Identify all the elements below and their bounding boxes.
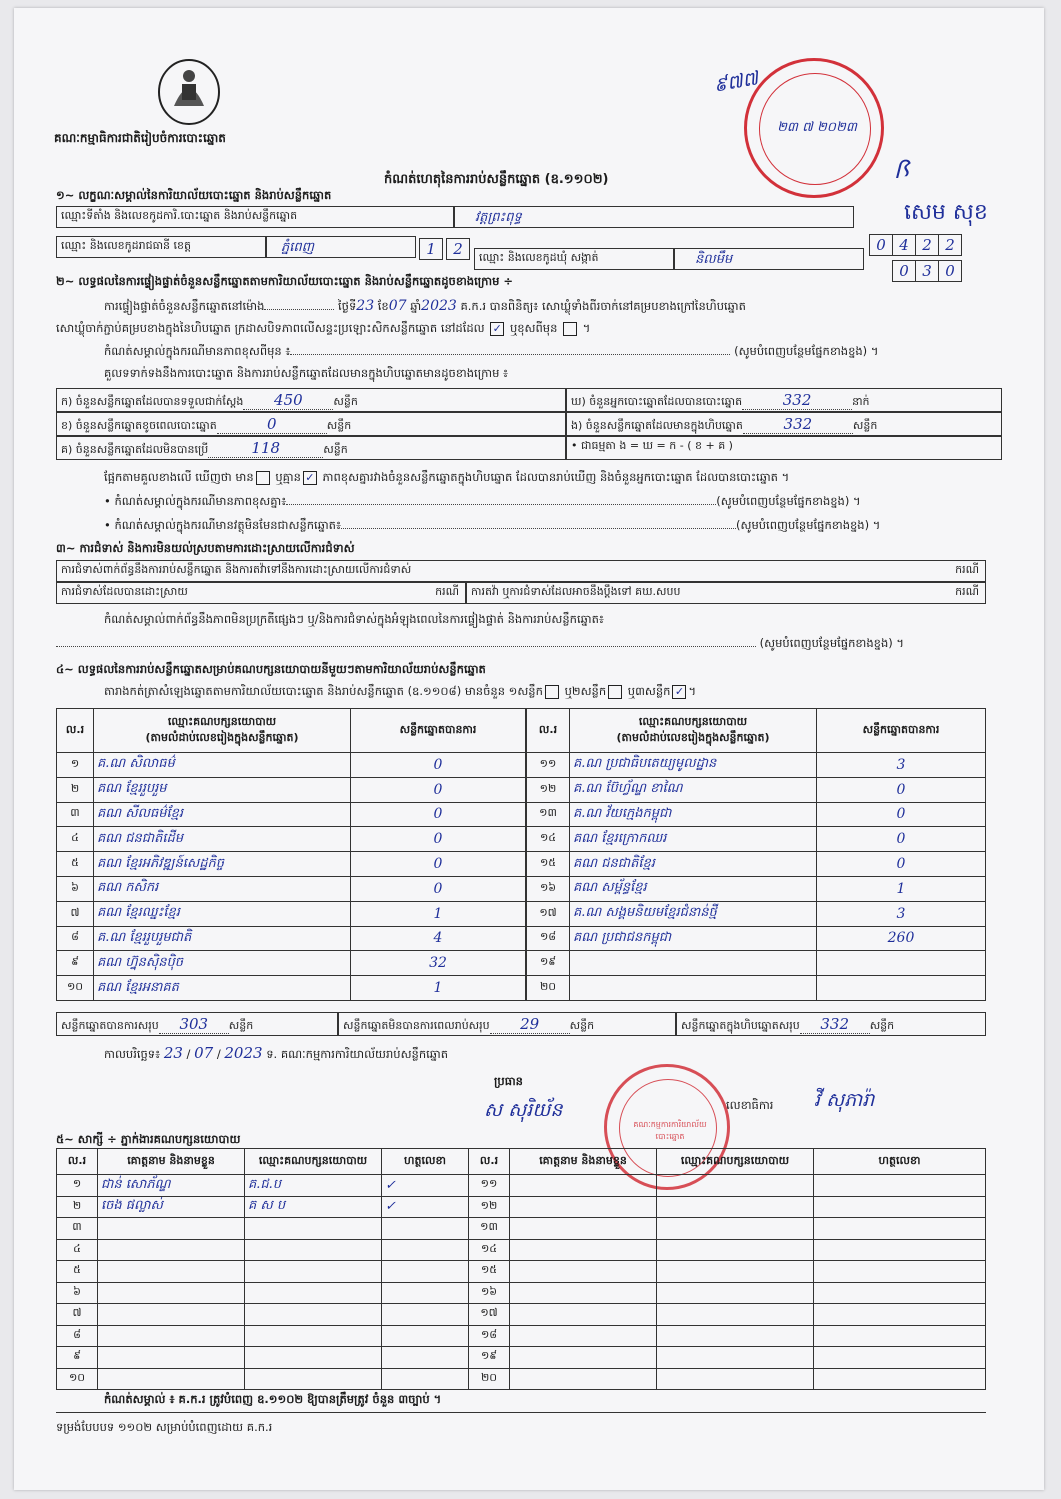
party-number: ១៥ (527, 852, 570, 877)
witness-name (510, 1175, 657, 1197)
station-code-digit: 2 (915, 234, 939, 256)
party-number: ៤ (57, 827, 94, 852)
witness-number: ១៧ (469, 1304, 510, 1326)
one-sheet-checkbox[interactable] (545, 685, 559, 699)
section4-heading: ៤~ លទ្ធផលនៃការរាប់សន្លឹកឆ្នោតសម្រាប់គណបក្សនយោបាយនីមួយៗតាមការិយាល័យរាប់សន្លឹកឆ្នោត (56, 662, 486, 676)
unused-ballots-value: 118 (251, 439, 281, 457)
party-votes: 0 (351, 827, 526, 852)
witness-signature (382, 1239, 469, 1261)
witness-name (98, 1239, 245, 1261)
diff-note-line: កំណត់សម្គាល់ក្នុងករណីមានភាពខុសពីមុន ៖ (សូមបំពេញបន្ថែមផ្នែកខាងខ្នង) ។ (104, 344, 879, 358)
party-votes: 32 (351, 951, 526, 976)
witness-number: ៩ (57, 1347, 98, 1369)
party-votes: 4 (351, 926, 526, 951)
diff-bullet: • កំណត់សម្គាល់ក្នុងករណីមានភាពខុសគ្នា៖ (សូមបំពេញបន្ថែមផ្នែកខាងខ្នង) ។ (104, 494, 861, 508)
witness-party (657, 1368, 814, 1390)
witness-number: ១០ (57, 1368, 98, 1390)
party-name: គណ ខ្មែររួបរួម (94, 777, 351, 802)
witness-row (57, 1325, 986, 1347)
witness-party (657, 1175, 814, 1197)
party-row (527, 951, 986, 976)
count-day: 23 (163, 1044, 183, 1062)
count-month: 07 (194, 1044, 214, 1062)
witness-name (510, 1325, 657, 1347)
witness-number: ៨ (57, 1325, 98, 1347)
party-row (57, 951, 526, 976)
party-row (57, 926, 526, 951)
witness-name (510, 1304, 657, 1326)
witness-signature (814, 1261, 986, 1283)
party-name: គ.ណ សិលាធម៌ (94, 753, 351, 778)
section3-heading: ៣~ ការជំទាស់ និងការមិនយល់ស្របតាមការដោះស្រាយលើការជំទាស់ (56, 541, 355, 555)
witness-signature (382, 1282, 469, 1304)
party-votes: 0 (351, 802, 526, 827)
party-number: ១១ (527, 753, 570, 778)
party-name: គ.ណ ប៊ែហ្វ័ណ្ឌ ខាណៃ (570, 777, 817, 802)
province-code-digit: 2 (446, 238, 470, 260)
witness-row (57, 1261, 986, 1283)
station-label: ឈ្មោះទីតាំង និងលេខកូដការិ.បោះឆ្នោត និងរាប់សន្លឹកឆ្នោត (56, 206, 454, 228)
witness-party (657, 1282, 814, 1304)
party-row (527, 827, 986, 852)
party-votes: 3 (817, 753, 986, 778)
party-name: គណ សីលធម៌ខ្មែរ (94, 802, 351, 827)
commission-name: គណៈកម្មាធិការជាតិរៀបចំការបោះឆ្នោត (54, 131, 226, 145)
witness-row (57, 1196, 986, 1218)
witness-signature (814, 1282, 986, 1304)
total-box-value: 332 (820, 1015, 850, 1033)
party-row (527, 852, 986, 877)
verify-line: ការផ្ទៀងផ្ទាត់ចំនួនសន្លឹកឆ្នោតនៅម៉ោង ថ្ងៃទី23 ខែ07 ឆ្នាំ2023 គ.ក.រ បានពិនិត្យ៖ សោឃ្លុំទាំងពីរចាក់នៅគម្របខាងក្រៅនៃហិបឆ្នោត (104, 298, 746, 314)
party-row (57, 976, 526, 1001)
witness-name (98, 1304, 245, 1326)
witness-name (98, 1218, 245, 1240)
commune-code-digit: 0 (938, 260, 962, 282)
witness-number: ១១ (469, 1175, 510, 1197)
party-name: គណ សម្ព័ន្ធខ្មែរ (570, 876, 817, 901)
witness-number: ១៣ (469, 1218, 510, 1240)
witness-party (657, 1218, 814, 1240)
party-name: គណ កសិករ (94, 876, 351, 901)
witness-signature (814, 1175, 986, 1197)
complaint-row: ការជំទាស់ពាក់ព័ន្ធនឹងការរាប់សន្លឹកឆ្នោត និងការតវ៉ាទៅនឹងការដោះស្រាយលើការជំទាស់ ករណី (56, 560, 986, 582)
party-number: ១០ (57, 976, 94, 1001)
witness-signature (814, 1196, 986, 1218)
witness-name (98, 1325, 245, 1347)
party-row (527, 976, 986, 1001)
party-row (57, 777, 526, 802)
verify-month: 07 (388, 298, 407, 314)
party-results-left: ល.រ ឈ្មោះគណបក្សនយោបាយ (តាមលំដាប់លេខរៀងក្នុងសន្លឹកឆ្នោត) សន្លឹកឆ្នោតបានការ ១ គ.ណ សិលាធម៌ 0 ២ គណ ខ្មែររួបរួម 0 ៣ គណ សីលធម៌ខ្មែរ 0 ៤ គណ ជនជាតិដើម 0 ៥ គណ ខ្មែរអភិវឌ្ឍន៍សេដ្ឋកិច្ច 0 ៦ គណ កសិករ 0 ៧ គណ ខ្មែរឈ្នះខ្មែរ 1 ៨ គ.ណ ខ្មែររួបរួមជាតិ 4 ៩ គណ ហ្វ៊ុនស៊ិនប៉ិច 32 ១០ គណ ខ្មែរអនាគត 1 (56, 708, 526, 1001)
party-name: គណ ខ្មែរអភិវឌ្ឍន៍សេដ្ឋកិច្ច (94, 852, 351, 877)
commune-code-digit: 3 (915, 260, 939, 282)
party-name: គ.ណ ប្រជាធិបតេយ្យមូលដ្ឋាន (570, 753, 817, 778)
province-value: ភ្នំពេញ (266, 236, 416, 258)
box-ballots-row: ង) ចំនួនសន្លឹកឆ្នោតដែលមានក្នុងហិបឆ្នោត 332 សន្លឹក (566, 412, 1002, 436)
commune-value: និលមឹម (674, 248, 864, 270)
party-name: គណ ខ្មែរអនាគត (94, 976, 351, 1001)
party-number: ៨ (57, 926, 94, 951)
changed-checkbox[interactable] (563, 322, 577, 336)
witness-number: ១៩ (469, 1347, 510, 1369)
party-row (57, 802, 526, 827)
party-row (57, 827, 526, 852)
count-year: 2023 (224, 1044, 263, 1062)
party-number: ១៩ (527, 951, 570, 976)
party-name: គណ ហ្វ៊ុនស៊ិនប៉ិច (94, 951, 351, 976)
witness-number: ២០ (469, 1368, 510, 1390)
party-row (57, 852, 526, 877)
party-number: ៦ (57, 876, 94, 901)
party-name (570, 951, 817, 976)
stamp-date: ២៣ ៧ ២០២៣ (777, 120, 857, 135)
party-row (527, 753, 986, 778)
witness-number: ៧ (57, 1304, 98, 1326)
witness-party: គ.ជ.ប (245, 1175, 382, 1197)
signer-name: សេម សុខ (904, 200, 988, 225)
secretary-signature: វី សុភារ៉ា (814, 1089, 875, 1111)
station-code-digit: 0 (869, 234, 893, 256)
witness-party (245, 1239, 382, 1261)
two-sheets-checkbox[interactable] (608, 685, 622, 699)
verify-year: 2023 (421, 298, 457, 314)
verify-day: 23 (356, 298, 375, 314)
total-valid-value: 303 (179, 1015, 209, 1033)
form-page (14, 8, 1044, 1490)
party-name (570, 976, 817, 1001)
voters-row: ឃ) ចំនួនអ្នកបោះឆ្នោតដែលបានបោះឆ្នោត 332 នាក់ (566, 388, 1002, 412)
formula-row: • ជាធម្មតា ង = ឃ = ក - ( ខ + គ ) (566, 436, 1002, 460)
section1-heading: ១~ លក្ខណៈសម្គាល់នៃការិយាល័យបោះឆ្នោត និងរាប់សន្លឹកឆ្នោត (56, 188, 332, 202)
witness-number: ៤ (57, 1239, 98, 1261)
chair-signature: ស សុរិយ័ន (484, 1099, 563, 1121)
section2-heading: ២~ លទ្ធផលនៃការផ្ទៀងផ្ទាត់ចំនួនសន្លឹកឆ្នោតតាមការិយាល័យបោះឆ្នោត និងរាប់សន្លឹកឆ្នោតដូចខាងក្រោម ÷ (56, 274, 514, 288)
witness-name (98, 1282, 245, 1304)
party-name: គ.ណ សង្គមនិយមខ្មែរជំនាន់ថ្មី (570, 901, 817, 926)
witness-signature: ✓ (382, 1175, 469, 1197)
witness-name (510, 1261, 657, 1283)
party-name: គណ ជនជាតិដើម (94, 827, 351, 852)
count-date-line: កាលបរិច្ឆេទ៖ 23 / 07 / 2023 ទ. គណៈកម្មការការិយាល័យរាប់សន្លឹកឆ្នោត (104, 1044, 449, 1062)
witness-signature (814, 1218, 986, 1240)
witness-row (57, 1347, 986, 1369)
witness-signature (382, 1304, 469, 1326)
witness-party (245, 1304, 382, 1326)
resolved-row: ការជំទាស់ដែលបានដោះស្រាយ ករណី (56, 582, 466, 604)
witness-party (657, 1261, 814, 1283)
party-row (527, 876, 986, 901)
party-row (527, 926, 986, 951)
station-code-digit: 2 (938, 234, 962, 256)
witness-signature (814, 1304, 986, 1326)
witness-number: ១៤ (469, 1239, 510, 1261)
section5-heading: ៥~ សាក្សី ÷ ភ្នាក់ងារគណបក្សនយោបាយ (56, 1132, 241, 1146)
top-signature: ꟗ (894, 156, 909, 184)
unchanged-checkbox[interactable]: ✓ (490, 322, 504, 336)
party-number: ១៤ (527, 827, 570, 852)
stamp-handwriting: ៩៧៧ (712, 67, 760, 97)
party-number: ២០ (527, 976, 570, 1001)
witness-signature (814, 1325, 986, 1347)
witness-name (510, 1239, 657, 1261)
party-number: ១២ (527, 777, 570, 802)
witness-row (57, 1175, 986, 1197)
received-ballots-row: ក) ចំនួនសន្លឹកឆ្នោតដែលបានទទួលជាក់ស្តែង 450 សន្លឹក (56, 388, 566, 412)
province-label: ឈ្មោះ និងលេខកូដរាជធានី ខេត្ត (56, 236, 266, 258)
witness-number: ១៥ (469, 1261, 510, 1283)
witness-number: ១២ (469, 1196, 510, 1218)
party-name: គណ ខ្មែរក្រោកឈរ (570, 827, 817, 852)
party-number: ១ (57, 753, 94, 778)
witness-name (510, 1196, 657, 1218)
nec-emblem-icon (154, 56, 224, 128)
received-ballots-value: 450 (274, 391, 303, 409)
no-diff-checkbox[interactable]: ✓ (303, 471, 317, 485)
party-votes: 260 (817, 926, 986, 951)
witness-signature (382, 1325, 469, 1347)
party-row (57, 901, 526, 926)
party-votes: 0 (351, 777, 526, 802)
party-name: គណ ប្រជាជនកម្ពុជា (570, 926, 817, 951)
compare-line: ផ្អែកតាមគួលខាងលើ ឃើញថា មាន ឬគ្មាន ✓ ភាពខុសគ្នារវាងចំនួនសន្លឹកឆ្នោតក្នុងហិបឆ្នោត ដែលបានរាប់ឃើញ និងចំនួនអ្នកបោះឆ្នោត ដែលបានបោះឆ្នោត ។ (104, 470, 790, 484)
party-votes (817, 951, 986, 976)
irregularity-fill: (សូមបំពេញបន្ថែមផ្នែកខាងខ្នង) ។ (56, 636, 904, 653)
witness-party (657, 1304, 814, 1326)
province-code-digit: 1 (419, 238, 443, 260)
three-sheets-checkbox[interactable]: ✓ (672, 685, 686, 699)
party-results-right: ល.រ ឈ្មោះគណបក្សនយោបាយ (តាមលំដាប់លេខរៀងក្នុងសន្លឹកឆ្នោត) សន្លឹកឆ្នោតបានការ ១១ គ.ណ ប្រជាធិបតេយ្យមូលដ្ឋាន 3 ១២ គ.ណ ប៊ែហ្វ័ណ្ឌ ខាណៃ 0 ១៣ គ.ណ វ័យក្មេងកម្ពុជា 0 ១៤ គណ ខ្មែរក្រោកឈរ 0 ១៥ គណ ជនជាតិខ្មែរ 0 ១៦ គណ សម្ព័ន្ធខ្មែរ 1 ១៧ គ.ណ សង្គមនិយមខ្មែរជំនាន់ថ្មី 3 ១៨ គណ ប្រជាជនកម្ពុជា 260 ១៩ ២០ (526, 708, 986, 1001)
secretary-label: លេខាធិការ (726, 1098, 774, 1112)
witness-row (57, 1282, 986, 1304)
witness-signature (814, 1368, 986, 1390)
witness-signature (382, 1261, 469, 1283)
party-name: គណ ខ្មែរឈ្នះខ្មែរ (94, 901, 351, 926)
witness-table: ល.រ គោត្តនាម និងនាមខ្លួន ឈ្មោះគណបក្សនយោបាយ ហត្ថលេខា ល.រ គោត្តនាម និងនាមខ្លួន ឈ្មោះគណបក្សនយោបាយ ហត្ថលេខា ១ ជាន់ សោភ័ណ្ឌ គ.ជ.ប ✓ ១១ ២ ចេង ផល្លាស់ គ ស ប ✓ ១២ ៣ ១៣ ៤ ១៤ ៥ ១៥ ៦ ១៦ ៧ ១៧ ៨ ១៨ ៩ ១៩ ១០ ២០ (56, 1148, 986, 1390)
party-name: គ.ណ វ័យក្មេងកម្ពុជា (570, 802, 817, 827)
party-row (57, 876, 526, 901)
witness-number: ២ (57, 1196, 98, 1218)
results-intro: គួលទទាក់ទងនឹងការបោះឆ្នោត និងការរាប់សន្លឹកឆ្នោតដែលមានក្នុងហិបឆ្នោតមានដូចខាងក្រោម ៖ (104, 366, 509, 380)
party-number: ៣ (57, 802, 94, 827)
party-votes: 3 (817, 901, 986, 926)
party-votes: 1 (351, 901, 526, 926)
witness-row (57, 1368, 986, 1390)
party-row (527, 802, 986, 827)
party-number: ១៨ (527, 926, 570, 951)
total-valid-cell: សន្លឹកឆ្នោតបានការសរុប 303 សន្លឹក (56, 1012, 338, 1036)
form-code: ទម្រង់បែបបទ ១១០២ សម្រាប់បំពេញដោយ គ.ក.រ (56, 1420, 273, 1434)
witness-name (510, 1347, 657, 1369)
witness-signature (814, 1347, 986, 1369)
witness-name (98, 1368, 245, 1390)
commune-label: ឈ្មោះ និងលេខកូដឃុំ សង្កាត់ (474, 248, 674, 270)
witness-number: ១៨ (469, 1325, 510, 1347)
witness-party (245, 1368, 382, 1390)
total-box-cell: សន្លឹកឆ្នោតក្នុងហិបឆ្នោតសរុប 332 សន្លឹក (676, 1012, 986, 1036)
witness-name (510, 1368, 657, 1390)
station-code-digit: 4 (892, 234, 916, 256)
party-number: ១៦ (527, 876, 570, 901)
voters-value: 332 (782, 391, 812, 409)
party-votes: 0 (817, 852, 986, 877)
party-votes: 0 (351, 753, 526, 778)
irregularity-note: កំណត់សម្គាល់ពាក់ព័ន្ធនឹងភាពមិនប្រក្រតីផ្សេងៗ ឬ/និងការជំទាស់ក្នុងអំឡុងពេលនៃការផ្ទៀងផ្ទាត់ និងការរាប់សន្លឹកឆ្នោត៖ (104, 612, 604, 626)
witness-signature (814, 1239, 986, 1261)
station-value: វត្តព្រះពុទ្ធ (454, 206, 854, 228)
party-votes: 1 (351, 976, 526, 1001)
party-row (57, 753, 526, 778)
party-votes (817, 976, 986, 1001)
stamp-ring-text: គណៈកម្មការការិយាល័យបោះឆ្នោត (633, 1120, 707, 1141)
witness-party (657, 1347, 814, 1369)
footer-note: កំណត់សម្គាល់ ៖ គ.ក.រ ត្រូវបំពេញ ឧ.១១០២ ឱ្យបានត្រឹមត្រូវ ចំនួន ៣ច្បាប់ ។ (104, 1392, 442, 1406)
witness-party (245, 1261, 382, 1283)
witness-party (245, 1347, 382, 1369)
party-votes: 0 (817, 802, 986, 827)
party-votes: 0 (817, 827, 986, 852)
party-votes: 1 (817, 876, 986, 901)
witness-signature (382, 1347, 469, 1369)
witness-party (657, 1196, 814, 1218)
witness-party (657, 1325, 814, 1347)
witness-name: ជាន់ សោភ័ណ្ឌ (98, 1175, 245, 1197)
party-votes: 0 (351, 876, 526, 901)
has-diff-checkbox[interactable] (256, 471, 270, 485)
chair-label: ប្រធាន (494, 1074, 523, 1088)
witness-signature (382, 1368, 469, 1390)
unused-ballots-row: គ) ចំនួនសន្លឹកឆ្នោតដែលមិនបានប្រើ 118 សន្លឹក (56, 436, 566, 460)
witness-party (245, 1325, 382, 1347)
party-row (527, 777, 986, 802)
witness-signature: ✓ (382, 1196, 469, 1218)
witness-row (57, 1239, 986, 1261)
party-number: ១៣ (527, 802, 570, 827)
party-number: ១៧ (527, 901, 570, 926)
party-votes: 0 (817, 777, 986, 802)
witness-signature (382, 1218, 469, 1240)
spoiled-ballots-row: ខ) ចំនួនសន្លឹកឆ្នោតខូចពេលបោះឆ្នោត 0 សន្លឹក (56, 412, 566, 436)
party-row (527, 901, 986, 926)
party-number: ២ (57, 777, 94, 802)
appeal-row: ការតវ៉ា ឬការជំទាស់ដែលអាចនឹងប្តឹងទៅ គឃ.សបប ករណី (466, 582, 986, 604)
witness-party (245, 1218, 382, 1240)
party-number: ៥ (57, 852, 94, 877)
party-name: គណ ជនជាតិខ្មែរ (570, 852, 817, 877)
tally-sheet-line: តារាងកត់ត្រាសំឡេងឆ្នោតតាមការិយាល័យបោះឆ្នោត និងរាប់សន្លឹកឆ្នោត (ឧ.១១០៨) មានចំនួន ១សន្លឹក ឬ២សន្លឹក ឬ៣សន្លឹក ✓ ។ (104, 684, 697, 698)
witness-number: ៥ (57, 1261, 98, 1283)
witness-party (657, 1239, 814, 1261)
witness-number: ៦ (57, 1282, 98, 1304)
party-votes: 0 (351, 852, 526, 877)
witness-party: គ ស ប (245, 1196, 382, 1218)
witness-number: ១៦ (469, 1282, 510, 1304)
witness-name (510, 1282, 657, 1304)
commune-code-digit: 0 (892, 260, 916, 282)
total-invalid-value: 29 (520, 1015, 540, 1033)
seal-status-line: សោឃ្លុំចាក់ភ្ជាប់គម្របខាងក្នុងនៃហិបឆ្នោត ក្រដាសបិទភាពលើសន្ទះប្រឡោះសិកសន្លឹកឆ្នោត នៅដដែល ✓ ឬខុសពីមុន ។ (56, 321, 591, 335)
witness-row (57, 1304, 986, 1326)
witness-name (98, 1347, 245, 1369)
form-title: កំណត់ហេតុនៃការរាប់សន្លឹកឆ្នោត (ឧ.១១០២) (384, 172, 609, 187)
box-ballots-value: 332 (783, 415, 813, 433)
witness-number: ១ (57, 1175, 98, 1197)
witness-name: ចេង ផល្លាស់ (98, 1196, 245, 1218)
total-invalid-cell: សន្លឹកឆ្នោតមិនបានការពេលរាប់សរុប 29 សន្លឹក (338, 1012, 676, 1036)
object-bullet: • កំណត់សម្គាល់ក្នុងករណីមានវត្ថុមិនមែនជាសន្លឹកឆ្នោត៖ (សូមបំពេញបន្ថែមផ្នែកខាងខ្នង) ។ (104, 518, 881, 532)
party-name: គ.ណ ខ្មែររួបរួមជាតិ (94, 926, 351, 951)
witness-name (98, 1261, 245, 1283)
witness-party (245, 1282, 382, 1304)
party-number: ៧ (57, 901, 94, 926)
spoiled-ballots-value: 0 (266, 415, 277, 433)
official-stamp-top (744, 58, 884, 198)
witness-row (57, 1218, 986, 1240)
witness-number: ៣ (57, 1218, 98, 1240)
witness-name (510, 1218, 657, 1240)
party-number: ៩ (57, 951, 94, 976)
